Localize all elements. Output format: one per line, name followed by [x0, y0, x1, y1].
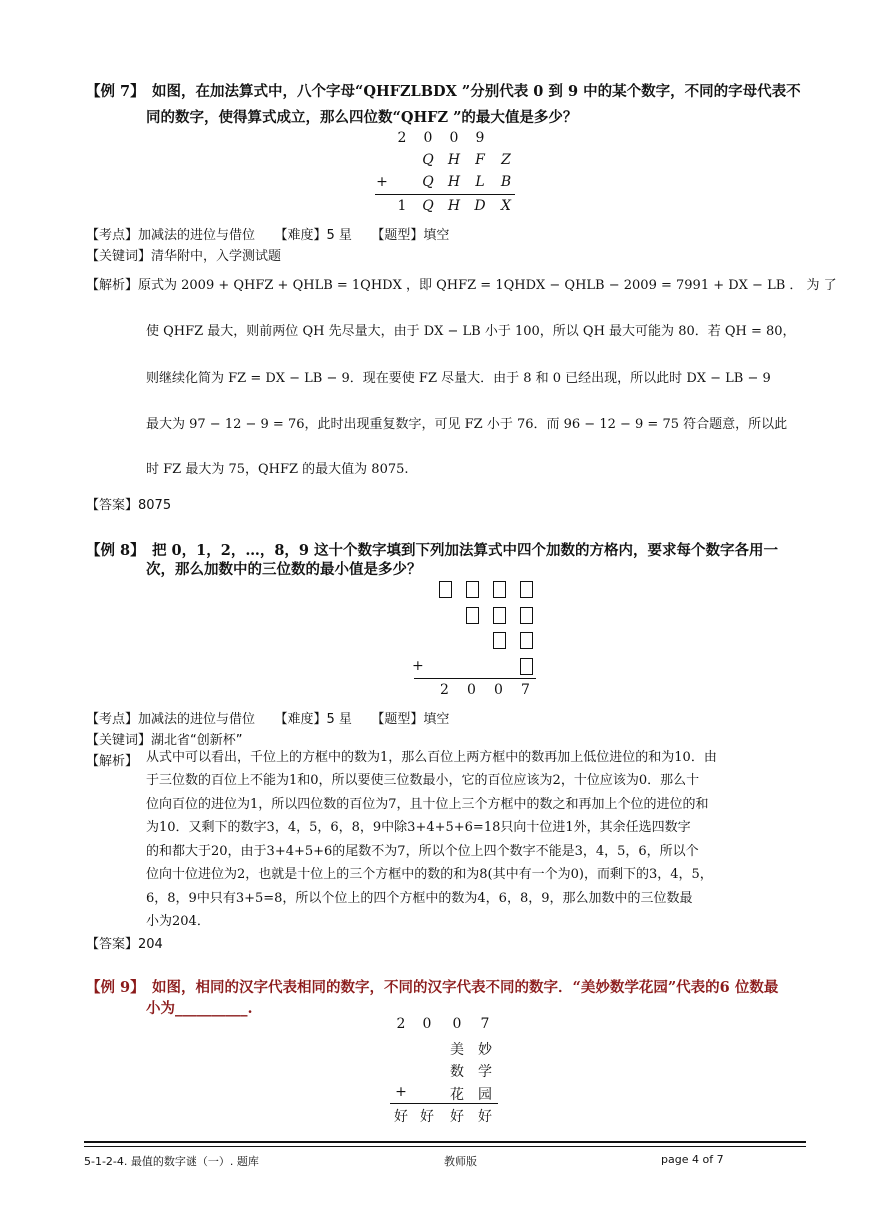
grid-cell: 0	[452, 1016, 462, 1032]
footer-rule-thick	[84, 1141, 806, 1143]
footer-doc-title: 5-1-2-4. 最值的数字谜（一）. 题库	[84, 1155, 259, 1168]
ex8-solution-line: 为10．又剩下的数字3，4，5，6，8，9中除3+4+5+6=18只向十位进1外，其余任选四数字	[146, 820, 691, 835]
ex9-addition-grid	[385, 1014, 505, 1126]
grid-cell: Q	[422, 174, 434, 190]
digit-box	[439, 581, 452, 598]
result-digit: 0	[494, 682, 503, 698]
grid-cell: B	[500, 174, 512, 190]
ex8-solution-line: 位向百位的进位为1，所以四位数的百位为7，且十位上三个方框中的数之和再加上个位的进位的和	[146, 797, 709, 812]
ex8-solution-line: 小为204．	[146, 914, 210, 929]
ex7-addition-grid	[370, 128, 530, 218]
grid-cell: F	[475, 152, 485, 168]
grid-cell: Z	[501, 152, 511, 168]
ex8-meta-line2: 【关键词】湖北省“创新杯”	[86, 733, 243, 748]
digit-box	[493, 581, 506, 598]
grid-cell: 学	[478, 1064, 492, 1080]
ex7-tag: 【例 7】	[86, 83, 145, 100]
ex8-question-line2: 次，那么加数中的三位数的最小值是多少？	[146, 561, 422, 578]
digit-box	[520, 658, 533, 675]
ex8-solution-line: 位向十位进位为2，也就是十位上的三个方框中的数的和为8(其中有一个为0)，而剩下的3，4，5，	[146, 867, 713, 882]
ex8-solution-head: 【解析】	[86, 754, 139, 769]
footer-edition: 教师版	[444, 1155, 477, 1168]
digit-box	[493, 607, 506, 624]
grid-cell: 园	[478, 1087, 492, 1103]
plus-sign: +	[395, 1084, 407, 1100]
ex8-solution-line: 的和都大于20，由于3+4+5+6的尾数不为7，所以个位上四个数字不能是3，4，5，6，所以个	[146, 844, 699, 859]
grid-cell: H	[447, 152, 461, 168]
ex7-solution-line: 【解析】原式为 2009 + QHFZ + QHLB = 1QHDX ，即 QHFZ = 1QHDX − QHLB − 2009 = 7991 + DX − LB ． 为 了	[86, 278, 837, 293]
grid-cell: X	[501, 198, 511, 214]
grid-cell: H	[447, 198, 461, 214]
digit-box	[493, 632, 506, 649]
plus-sign: +	[412, 658, 424, 674]
digit-box	[520, 581, 533, 598]
ex7-solution-line: 最大为 97 − 12 − 9 = 76，此时出现重复数字，可见 FZ 小于 76．而 96 − 12 − 9 = 75 符合题意，所以此	[146, 417, 788, 432]
digit-box	[520, 632, 533, 649]
ex7-answer: 【答案】8075	[86, 498, 172, 513]
footer-rule-thin	[84, 1146, 806, 1147]
grid-cell: D	[474, 198, 486, 214]
ex7-solution-line: 时 FZ 最大为 75，QHFZ 的最大值为 8075.	[146, 462, 409, 477]
grid-cell: 美	[450, 1042, 464, 1058]
ex9-question-line2: 小为__________.	[146, 1000, 253, 1017]
ex7-meta-line2: 【关键词】清华附中，入学测试题	[86, 249, 282, 264]
ex8-solution-line: 从式中可以看出，千位上的方框中的数为1，那么百位上两方框中的数再加上低位进位的和为10．由	[146, 750, 717, 765]
ex7-question-line1: 如图，在加法算式中，八个字母“QHFZLBDX ”分别代表 0 到 9 中的某个数字，不同的字母代表不	[152, 83, 801, 100]
grid-cell: 花	[450, 1087, 464, 1103]
result-digit: 0	[467, 682, 476, 698]
footer-page-number: page 4 of 7	[661, 1153, 724, 1166]
ex8-box-grid	[412, 578, 542, 704]
ex8-meta-line1: 【考点】加减法的进位与借位 【难度】5 星 【题型】填空	[86, 712, 450, 727]
sum-rule	[375, 194, 515, 195]
grid-cell: L	[475, 174, 485, 190]
grid-cell: 好	[450, 1109, 464, 1125]
ex9-tag: 【例 9】	[86, 979, 145, 996]
ex8-answer: 【答案】204	[86, 937, 163, 952]
grid-cell: 妙	[478, 1042, 492, 1058]
ex8-question-line1: 把 0，1，2，…，8，9 这十个数字填到下列加法算式中四个加数的方格内，要求每个数字各用一	[152, 542, 779, 559]
grid-cell: 2	[397, 130, 407, 146]
grid-cell: 数	[450, 1064, 464, 1080]
ex8-solution-line: 6，8，9中只有3+5=8，所以个位上的四个方框中的数为4，6，8，9，那么加数中的三位数最	[146, 891, 693, 906]
grid-cell: 0	[422, 1016, 432, 1032]
grid-cell: 好	[420, 1109, 434, 1125]
grid-cell: Q	[422, 198, 434, 214]
grid-cell: 0	[449, 130, 459, 146]
plus-sign: +	[376, 174, 388, 190]
grid-cell: 7	[480, 1016, 490, 1032]
ex7-solution-line: 使 QHFZ 最大，则前两位 QH 先尽量大，由于 DX − LB 小于 100，所以 QH 最大可能为 80．若 QH = 80，	[146, 324, 796, 339]
grid-cell: 9	[475, 130, 485, 146]
ex7-solution-line: 则继续化简为 FZ = DX − LB − 9．现在要使 FZ 尽量大．由于 8 和 0 已经出现，所以此时 DX − LB − 9	[146, 371, 771, 386]
grid-cell: 好	[394, 1109, 408, 1125]
grid-cell: H	[447, 174, 461, 190]
grid-cell: 2	[396, 1016, 406, 1032]
ex7-question-line2: 同的数字，使得算式成立，那么四位数“QHFZ ”的最大值是多少？	[146, 109, 578, 126]
ex9-question-line1: 如图，相同的汉字代表相同的数字，不同的汉字代表不同的数字．“美妙数学花园”代表的6 位数最	[152, 979, 779, 996]
grid-cell: Q	[422, 152, 434, 168]
ex8-tag: 【例 8】	[86, 542, 145, 559]
sum-rule	[414, 678, 536, 679]
grid-cell: 1	[397, 198, 407, 214]
result-digit: 7	[521, 682, 530, 698]
digit-box	[520, 607, 533, 624]
digit-box	[466, 581, 479, 598]
result-digit: 2	[440, 682, 449, 698]
ex7-meta-line1: 【考点】加减法的进位与借位 【难度】5 星 【题型】填空	[86, 228, 450, 243]
grid-cell: 0	[423, 130, 433, 146]
ex8-solution-line: 于三位数的百位上不能为1和0，所以要使三位数最小，它的百位应该为2，十位应该为0．那么十	[146, 773, 700, 788]
digit-box	[466, 607, 479, 624]
grid-cell: 好	[478, 1109, 492, 1125]
sum-rule	[390, 1103, 498, 1104]
